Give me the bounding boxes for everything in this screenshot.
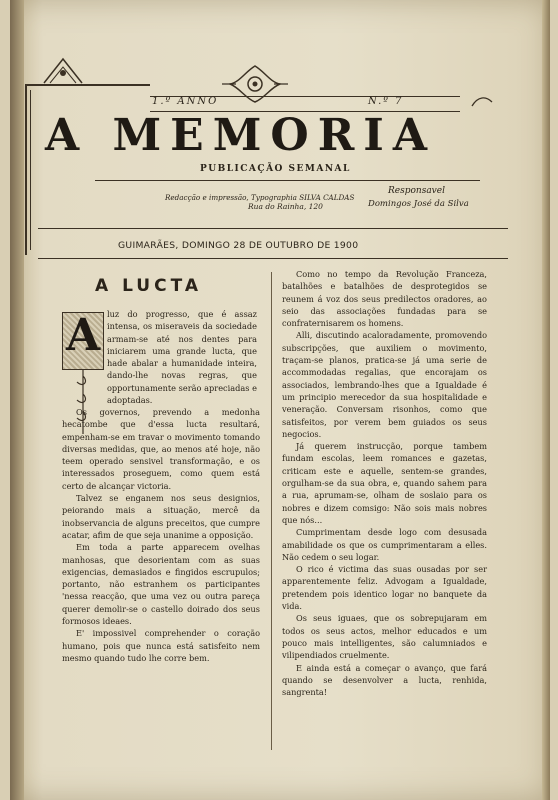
column-divider [271,272,272,750]
article-left-column [62,406,260,664]
printer-line: Redacção e impressão, Typographia SILVA CALDAS [165,193,355,202]
article-intro: luz do progresso, que é assaz intensa, os miseraveis da sociedade armam-se até nos dentes para iniciarem uma grande lucta, que hade abalar a humanidade inteira, dando-lhe novas regras, que opportunamente serão apreciadas e adoptadas. [107,309,257,406]
paragraph: Em toda a parte apparecem ovelhas manhosas, que desorientam com as suas exigencias, demasiados e fingidos escrupulos; portanto, não estranhem os participantes 'nessa reacção, que uma vez ou outra pareça querer demolir-se o castello doirado dos seus formosos ideaes. [62,542,260,627]
dateline: GUIMARÃES, DOMINGO 28 DE OUTUBRO DE 1900 [118,240,359,251]
paragraph: E' impossivel comprehender o coração humano, pois que nunca está satisfeito nem mesmo quando tudo lhe corre bem. [62,628,260,663]
paragraph: E ainda está a começar o avanço, que fará quando se desenvolver a lucta, renhida, sangrenta! [282,662,487,698]
flourish-icon [470,94,494,108]
editor-name: Domingos José da Silva [368,199,469,209]
ornament-icon [42,55,84,85]
frame-rule [25,85,27,255]
header-rule [38,228,508,229]
masthead-title: A MEMORIA [45,110,437,161]
binding-spine [10,0,24,800]
paragraph: Como no tempo da Revolução Franceza, batalhões e batalhões de desprotegidos se reunem á voz dos seus predilectos oradores, ao seio das associações fundadas para se confraternisarem os homens. [282,269,487,329]
article-right-column [282,268,487,698]
paragraph: O rico é victima das suas ousadas por ser apparentemente feliz. Advogam a Igualdade, pretendem pois identico logar no banquete da vida. [282,564,487,612]
paragraph: Já querem instrucção, porque tambem fundam escolas, leem romances e gazetas, criticam este e aquelle, sentem-se grandes, orgulham-se da sua obra, e, quando sahem para a rua, aprumam-se, olham de soslaio para os nobres e dizem comsigo: Não sois mais nobres que nós... [282,441,487,525]
paragraph: Alli, discutindo acaloradamente, promovendo subscripções, que auxiliem o movimento, traçam-se planos, pratica-se já uma serie de accommodadas regalias, que encorajam os associados, lembrando-lhes que a Igualdade é um principio merecedor da sua hospitalidade e veneração. Conversam risonhos, como que satisfeitos, por verem bem guiados os seus negocios. [282,330,487,439]
paragraph: Os seus iguaes, que os sobrepujaram em todos os seus actos, melhor educados e um pouco mais intelligentes, são calumniados e vilipendiados cruelmente. [282,613,487,661]
printer-address: Rua do Rainha, 120 [248,202,323,211]
issue-number: N.º 7 [368,96,404,107]
paragraph: Talvez se enganem nos seus designios, peiorando mais a situação, mercê da inobservancia de alguns preceitos, que cumpre acatar, afim de que seja unanime a opposição. [62,493,260,540]
issue-year: 1.º ANNO [152,96,219,107]
page-edge [542,0,550,800]
editor-label: Responsavel [388,186,445,196]
frame-rule [30,90,31,250]
paragraph: Os governos, prevendo a medonha hecatombe que d'essa lucta resultará, empenham-se em travar o movimento tomando diversas medidas, que, ao menos até hoje, não teem operado sensivel transformação, e os interessados proseguem, como quem está certo de alcançar victoria. [62,407,260,491]
dropcap-letter: A [66,310,101,361]
article-title: A LUCTA [95,276,203,296]
header-rule [38,258,508,259]
masthead-subtitle: PUBLICAÇÃO SEMANAL [200,164,351,174]
paragraph: Cumprimentam desde logo com desusada amabilidade os que os cumprimentaram a elles. Não cedem o seu logar. [282,527,487,562]
